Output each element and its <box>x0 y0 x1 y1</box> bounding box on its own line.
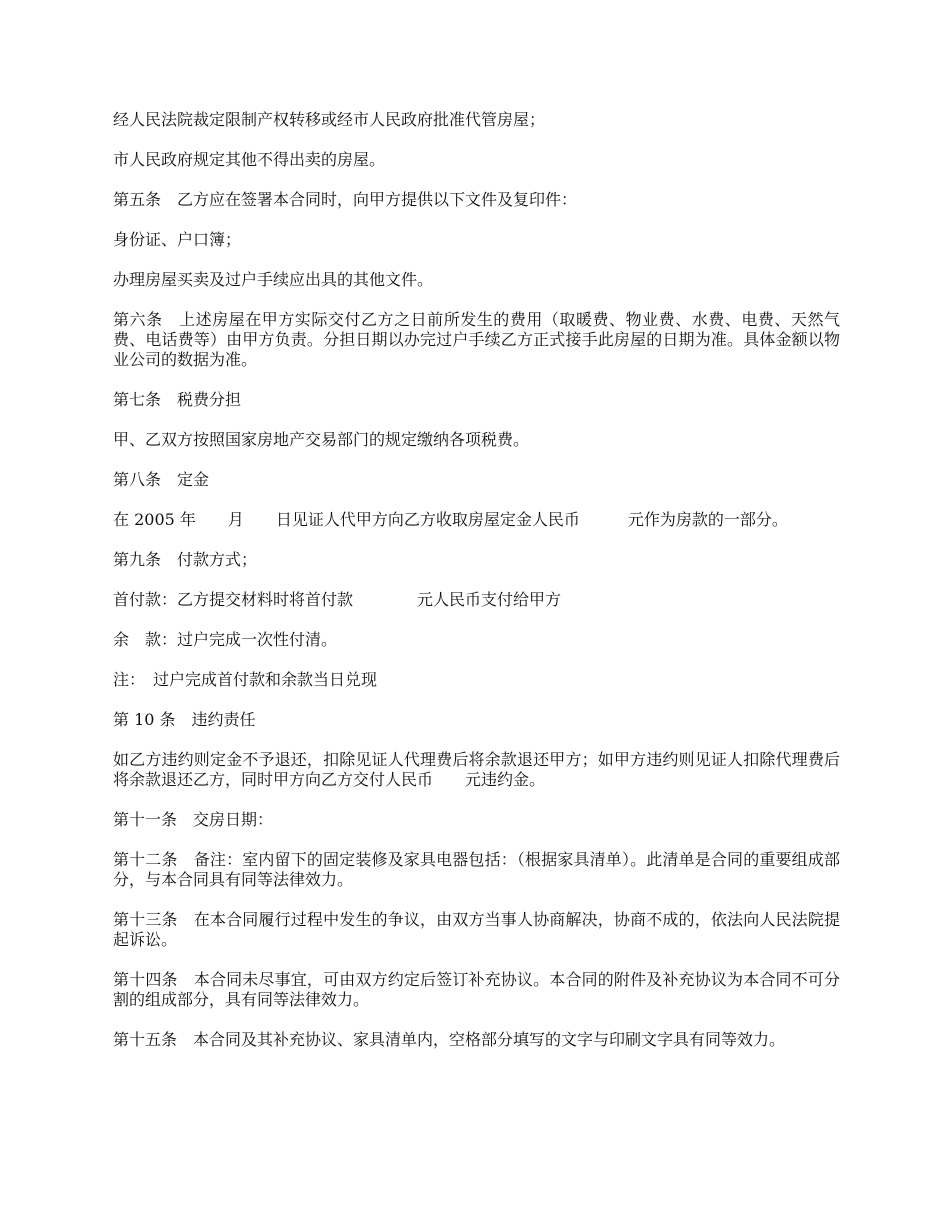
article-12: 第十二条 备注：室内留下的固定装修及家具电器包括：（根据家具清单）。此清单是合同的重要组成部分，与本合同具有同等法律效力。 <box>113 850 840 889</box>
article-11: 第十一条 交房日期： <box>113 810 274 829</box>
article-10-body: 如乙方违约则定金不予退还，扣除见证人代理费后将余款退还甲方；如甲方违约则见证人扣除代理费后将余款退还乙方，同时甲方向乙方交付人民币 元违约金。 <box>113 750 840 789</box>
document-page <box>113 110 840 1070</box>
article-9-balance: 余 款：过户完成一次性付清。 <box>113 630 338 649</box>
article-14: 第十四条 本合同未尽事宜，可由双方约定后签订补充协议。本合同的附件及补充协议为本合同不可分割的组成部分，具有同等法律效力。 <box>113 970 840 1009</box>
article-8-heading: 第八条 定金 <box>113 470 210 489</box>
article-5: 第五条 乙方应在签署本合同时，向甲方提供以下文件及复印件： <box>113 190 578 209</box>
article-9-down-payment: 首付款：乙方提交材料时将首付款 元人民币支付给甲方 <box>113 590 562 609</box>
paragraph-id-documents: 身份证、户口簿； <box>113 230 242 249</box>
article-15: 第十五条 本合同及其补充协议、家具清单内，空格部分填写的文字与印刷文字具有同等效力。 <box>113 1030 786 1049</box>
paragraph-not-for-sale: 市人民政府规定其他不得出卖的房屋。 <box>113 150 386 169</box>
article-10-heading: 第 10 条 违约责任 <box>113 710 256 729</box>
article-13: 第十三条 在本合同履行过程中发生的争议，由双方当事人协商解决，协商不成的，依法向人民法院提起诉讼。 <box>113 910 840 949</box>
article-7-heading: 第七条 税费分担 <box>113 390 242 409</box>
article-6: 第六条 上述房屋在甲方实际交付乙方之日前所发生的费用（取暖费、物业费、水费、电费、天然气费、电话费等）由甲方负责。分担日期以办完过户手续乙方正式接手此房屋的日期为准。具体金额以物业公司的数据为准。 <box>113 310 840 369</box>
article-9-heading: 第九条 付款方式； <box>113 550 258 569</box>
article-8-body: 在 2005 年 月 日见证人代甲方向乙方收取房屋定金人民币 元作为房款的一部分。 <box>113 510 788 529</box>
paragraph-restricted-transfer: 经人民法院裁定限制产权转移或经市人民政府批准代管房屋； <box>113 110 546 129</box>
paragraph-other-documents: 办理房屋买卖及过户手续应出具的其他文件。 <box>113 270 434 289</box>
article-7-body: 甲、乙双方按照国家房地产交易部门的规定缴纳各项税费。 <box>113 430 530 449</box>
article-9-note: 注： 过户完成首付款和余款当日兑现 <box>113 670 378 689</box>
